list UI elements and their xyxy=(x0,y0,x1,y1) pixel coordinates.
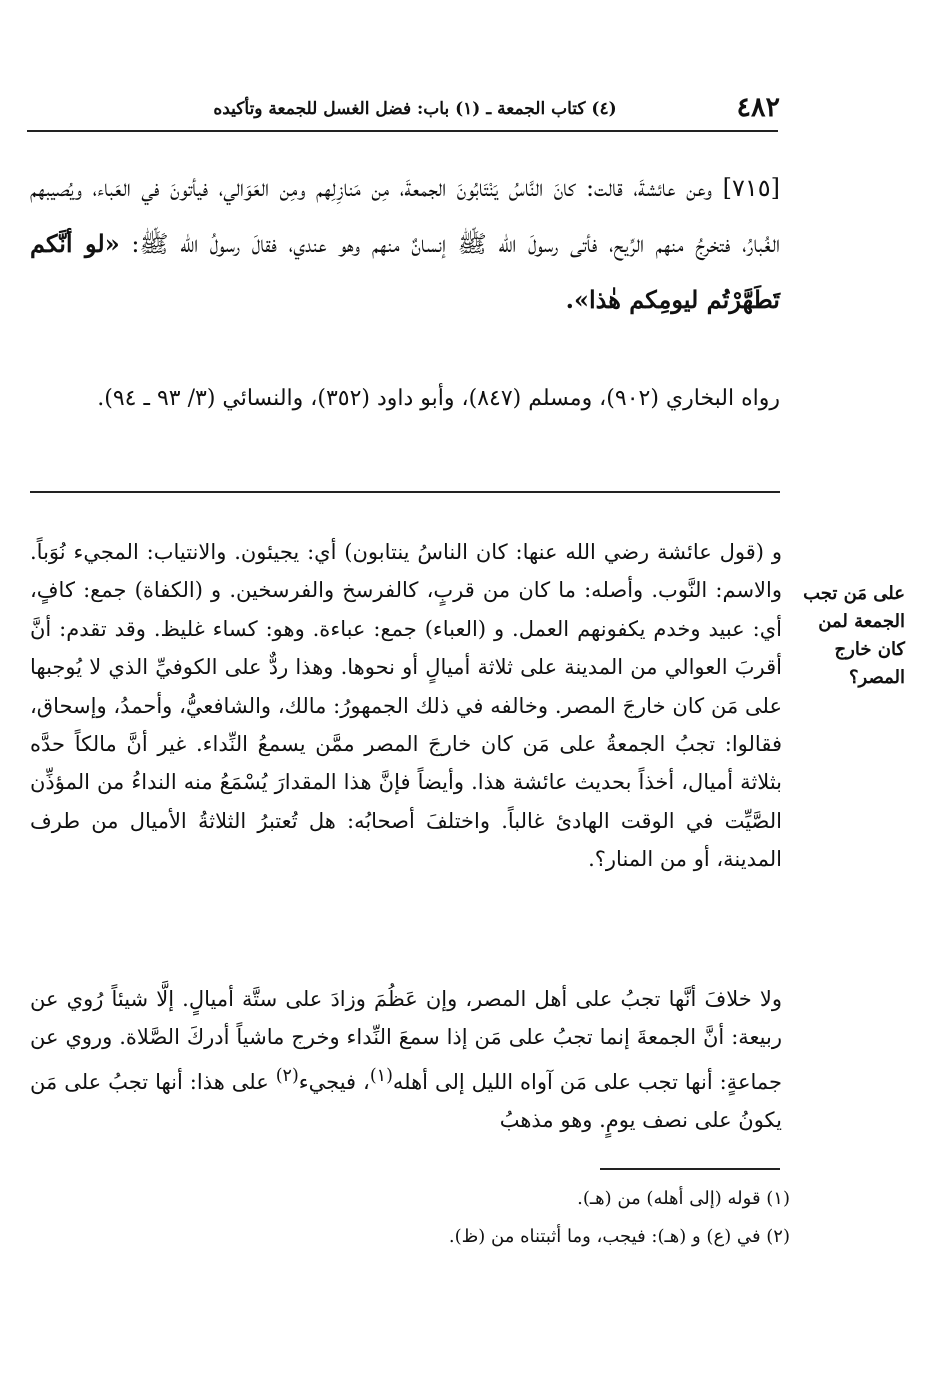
commentary-rule xyxy=(30,491,780,493)
running-head: (٤) كتاب الجمعة ـ (١) باب: فضل الغسل للجمعة وتأكيده xyxy=(213,99,617,119)
header-rule xyxy=(27,130,778,132)
commentary-paragraph-1: و (قول عائشة رضي الله عنها: كان الناسُ ينتابون) أي: يجيئون. والانتياب: المجيء نُوَباً. والاسم: النَّوب. وأصله: ما كان من قربٍ، كالفرسخ والفرسخين. و (الكفاة) جمع: كافٍ، أي: عبيد وخدم يكفونهم العمل. و (العباء) جمع: عباءة. وهو: كساء غليظ. وقد تقدم: أنَّ أقربَ العوالي من المدينة على ثلاثة أميالٍ أو نحوها. وهذا ردٌّ على الكوفيِّ الذي لا يُوجبها على مَن كان خارجَ المصر. وخالفه في ذلك الجمهورُ: مالك، والشافعيُّ، وأحمدُ، وإسحاق، فقالوا: تجبُ الجمعةُ على مَن كان خارجَ المصر ممَّن يسمعُ النِّداء. غير أنَّ مالكاً حدَّه بثلاثة أميال، أخذاً بحديث عائشة هذا. وأيضاً فإنَّ هذا المقدارَ يُسْمَعُ منه النداءُ من المؤذِّن الصَّيِّت في الوقت الهادئ غالباً. واختلفَ أصحابُه: هل تُعتبرُ الثلاثةُ الأميال من طرف المدينة، أو من المنار؟. xyxy=(30,540,782,872)
footnotes xyxy=(200,1180,790,1256)
hadith-body: [٧١٥] وعن عائشةَ، قالت: كانَ النَّاسُ يَنْتَابُونَ الجمعةَ، مِن مَنازِلِهم ومِن العَوَالي، فيأتونَ في العَباء، ويُصيبهم الغُبارُ، فتخرجُ منهم الرِّيح، فأتى رسولَ الله ﷺ إنسانٌ منهم وهو عندي، فقالَ رسولُ الله ﷺ: xyxy=(30,174,781,258)
footnote-marker-1: (١) xyxy=(369,1065,393,1086)
side-note: على مَن تجب الجمعة لمن كان خارج المصر؟ xyxy=(803,583,905,688)
hadith-text xyxy=(30,160,780,328)
commentary-paragraph-2 xyxy=(30,980,782,1140)
takhrij-text: رواه البخاري (٩٠٢)، ومسلم (٨٤٧)، وأبو داود (٣٥٢)، والنسائي (٣/ ٩٣ ـ ٩٤). xyxy=(97,386,780,411)
commentary-p2-part-b: ، فيجيء xyxy=(298,1069,370,1094)
commentary-p2-part-a: ولا خلافَ أنَّها تجبُ على أهل المصر، وإن عَظُمَ وزادَ على ستَّة أميالٍ. إلَّا شيئاً رُوي عن ربيعة: أنَّ الجمعةَ إنما تجبُ على مَن إذا سمعَ النِّداء وخرج ماشياً أدركَ الصَّلاة. وروي عن جماعةٍ: أنها تجب على مَن آواه الليل إلى أهله xyxy=(30,987,782,1094)
hadith-quote: «لو أنَّكم تَطَهَّرْتُم ليومِكم هٰذا». xyxy=(30,229,780,314)
page-number: ٤٨٢ xyxy=(736,92,780,123)
footnote-2: (٢) في (ع) و (هـ): فيجب، وما أثبتناه من (ظ). xyxy=(448,1226,790,1247)
footnote-rule xyxy=(600,1168,780,1170)
footnote-marker-2: (٢) xyxy=(275,1065,299,1086)
commentary-p2-part-c: على هذا: أنها تجبُ على مَن يكونُ على نصف يومٍ. وهو مذهبُ xyxy=(30,1069,782,1133)
footnote-1: (١) قوله (إلى أهله) من (هـ). xyxy=(577,1188,790,1209)
